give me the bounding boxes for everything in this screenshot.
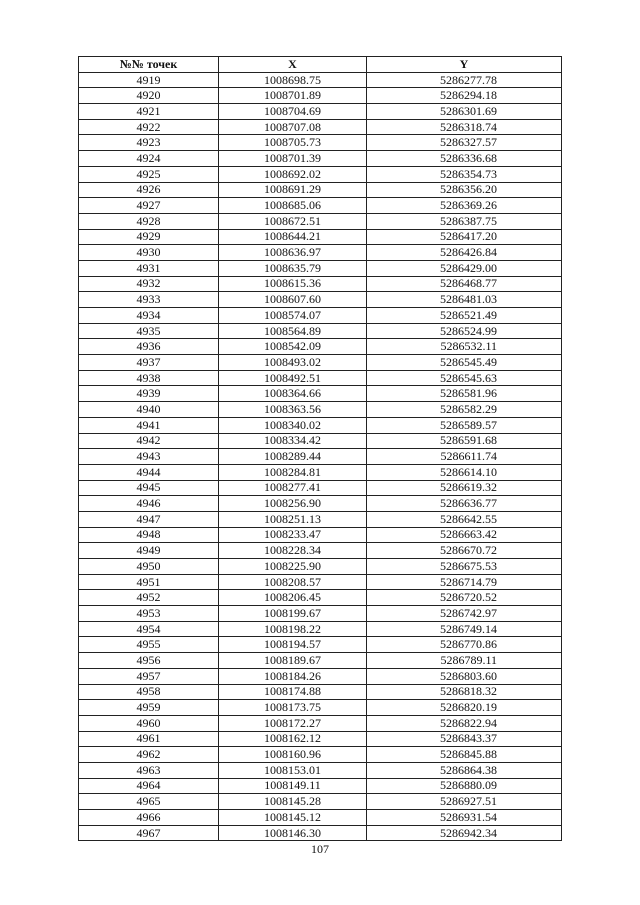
- table-row: [79, 778, 562, 794]
- cell-point-number: 4919: [79, 72, 219, 88]
- cell-x: 1008691.29: [219, 182, 367, 198]
- cell-y: 5286417.20: [367, 229, 562, 245]
- cell-x: 1008189.67: [219, 653, 367, 669]
- table-row: [79, 794, 562, 810]
- cell-x: 1008206.45: [219, 590, 367, 606]
- cell-y: 5286864.38: [367, 762, 562, 778]
- table-row: [79, 198, 562, 214]
- cell-point-number: 4931: [79, 260, 219, 276]
- cell-y: 5286770.86: [367, 637, 562, 653]
- cell-point-number: 4947: [79, 511, 219, 527]
- cell-y: 5286714.79: [367, 574, 562, 590]
- cell-x: 1008172.27: [219, 715, 367, 731]
- cell-point-number: 4953: [79, 606, 219, 622]
- cell-point-number: 4939: [79, 386, 219, 402]
- cell-x: 1008145.12: [219, 810, 367, 826]
- header-x: X: [219, 57, 367, 73]
- cell-point-number: 4930: [79, 245, 219, 261]
- cell-x: 1008701.39: [219, 151, 367, 167]
- cell-point-number: 4928: [79, 213, 219, 229]
- cell-y: 5286614.10: [367, 464, 562, 480]
- table-row: [79, 559, 562, 575]
- cell-x: 1008705.73: [219, 135, 367, 151]
- cell-y: 5286843.37: [367, 731, 562, 747]
- cell-y: 5286581.96: [367, 386, 562, 402]
- cell-y: 5286521.49: [367, 308, 562, 324]
- cell-point-number: 4959: [79, 700, 219, 716]
- cell-point-number: 4952: [79, 590, 219, 606]
- table-row: [79, 464, 562, 480]
- cell-y: 5286301.69: [367, 104, 562, 120]
- table-row: [79, 151, 562, 167]
- cell-x: 1008707.08: [219, 119, 367, 135]
- cell-point-number: 4943: [79, 449, 219, 465]
- table-row: [79, 119, 562, 135]
- cell-point-number: 4957: [79, 668, 219, 684]
- cell-y: 5286822.94: [367, 715, 562, 731]
- cell-point-number: 4948: [79, 527, 219, 543]
- cell-y: 5286354.73: [367, 166, 562, 182]
- cell-x: 1008704.69: [219, 104, 367, 120]
- cell-point-number: 4925: [79, 166, 219, 182]
- cell-y: 5286532.11: [367, 339, 562, 355]
- cell-y: 5286369.26: [367, 198, 562, 214]
- table-row: [79, 511, 562, 527]
- cell-point-number: 4951: [79, 574, 219, 590]
- cell-x: 1008160.96: [219, 747, 367, 763]
- cell-point-number: 4967: [79, 825, 219, 841]
- table-row: [79, 72, 562, 88]
- cell-x: 1008289.44: [219, 449, 367, 465]
- table-row: [79, 260, 562, 276]
- cell-y: 5286481.03: [367, 292, 562, 308]
- cell-x: 1008701.89: [219, 88, 367, 104]
- cell-x: 1008208.57: [219, 574, 367, 590]
- cell-point-number: 4956: [79, 653, 219, 669]
- cell-x: 1008363.56: [219, 402, 367, 418]
- cell-x: 1008225.90: [219, 559, 367, 575]
- table-row: [79, 88, 562, 104]
- cell-y: 5286336.68: [367, 151, 562, 167]
- cell-point-number: 4955: [79, 637, 219, 653]
- table-row: [79, 166, 562, 182]
- table-row: [79, 715, 562, 731]
- cell-y: 5286642.55: [367, 511, 562, 527]
- cell-point-number: 4923: [79, 135, 219, 151]
- table-row: [79, 496, 562, 512]
- cell-point-number: 4927: [79, 198, 219, 214]
- cell-x: 1008364.66: [219, 386, 367, 402]
- cell-x: 1008635.79: [219, 260, 367, 276]
- table-row: [79, 245, 562, 261]
- table-row: [79, 731, 562, 747]
- table-body: [79, 72, 562, 841]
- table-row: [79, 543, 562, 559]
- cell-x: 1008564.89: [219, 323, 367, 339]
- cell-point-number: 4926: [79, 182, 219, 198]
- cell-point-number: 4945: [79, 480, 219, 496]
- cell-point-number: 4936: [79, 339, 219, 355]
- cell-y: 5286942.34: [367, 825, 562, 841]
- cell-x: 1008574.07: [219, 308, 367, 324]
- cell-point-number: 4965: [79, 794, 219, 810]
- cell-point-number: 4933: [79, 292, 219, 308]
- cell-y: 5286845.88: [367, 747, 562, 763]
- table-row: [79, 449, 562, 465]
- cell-y: 5286426.84: [367, 245, 562, 261]
- cell-y: 5286742.97: [367, 606, 562, 622]
- cell-x: 1008340.02: [219, 417, 367, 433]
- table-row: [79, 668, 562, 684]
- cell-x: 1008672.51: [219, 213, 367, 229]
- table-row: [79, 370, 562, 386]
- cell-point-number: 4950: [79, 559, 219, 575]
- cell-y: 5286670.72: [367, 543, 562, 559]
- table-row: [79, 135, 562, 151]
- table-row: [79, 825, 562, 841]
- cell-y: 5286663.42: [367, 527, 562, 543]
- cell-x: 1008685.06: [219, 198, 367, 214]
- cell-point-number: 4934: [79, 308, 219, 324]
- cell-x: 1008173.75: [219, 700, 367, 716]
- cell-y: 5286294.18: [367, 88, 562, 104]
- cell-y: 5286327.57: [367, 135, 562, 151]
- cell-y: 5286927.51: [367, 794, 562, 810]
- cell-point-number: 4942: [79, 433, 219, 449]
- cell-y: 5286636.77: [367, 496, 562, 512]
- header-point-number: №№ точек: [79, 57, 219, 73]
- cell-x: 1008251.13: [219, 511, 367, 527]
- page-number: 107: [311, 842, 329, 856]
- table-row: [79, 606, 562, 622]
- cell-point-number: 4961: [79, 731, 219, 747]
- cell-x: 1008334.42: [219, 433, 367, 449]
- cell-point-number: 4924: [79, 151, 219, 167]
- cell-y: 5286789.11: [367, 653, 562, 669]
- table-row: [79, 323, 562, 339]
- cell-y: 5286524.99: [367, 323, 562, 339]
- cell-x: 1008636.97: [219, 245, 367, 261]
- cell-x: 1008233.47: [219, 527, 367, 543]
- cell-x: 1008198.22: [219, 621, 367, 637]
- cell-x: 1008493.02: [219, 355, 367, 371]
- cell-y: 5286818.32: [367, 684, 562, 700]
- cell-x: 1008228.34: [219, 543, 367, 559]
- cell-x: 1008698.75: [219, 72, 367, 88]
- cell-y: 5286318.74: [367, 119, 562, 135]
- cell-x: 1008194.57: [219, 637, 367, 653]
- cell-y: 5286429.00: [367, 260, 562, 276]
- cell-point-number: 4929: [79, 229, 219, 245]
- table-row: [79, 308, 562, 324]
- table-row: [79, 402, 562, 418]
- table-header-row: [79, 57, 562, 73]
- table-row: [79, 637, 562, 653]
- cell-x: 1008492.51: [219, 370, 367, 386]
- cell-y: 5286591.68: [367, 433, 562, 449]
- table-row: [79, 621, 562, 637]
- cell-point-number: 4954: [79, 621, 219, 637]
- table-row: [79, 684, 562, 700]
- table-row: [79, 292, 562, 308]
- cell-point-number: 4935: [79, 323, 219, 339]
- cell-point-number: 4922: [79, 119, 219, 135]
- cell-y: 5286611.74: [367, 449, 562, 465]
- cell-x: 1008145.28: [219, 794, 367, 810]
- cell-point-number: 4949: [79, 543, 219, 559]
- table-row: [79, 182, 562, 198]
- table-row: [79, 810, 562, 826]
- cell-y: 5286880.09: [367, 778, 562, 794]
- cell-y: 5286749.14: [367, 621, 562, 637]
- cell-y: 5286619.32: [367, 480, 562, 496]
- cell-y: 5286277.78: [367, 72, 562, 88]
- cell-y: 5286387.75: [367, 213, 562, 229]
- cell-x: 1008256.90: [219, 496, 367, 512]
- table-row: [79, 417, 562, 433]
- cell-x: 1008199.67: [219, 606, 367, 622]
- cell-x: 1008615.36: [219, 276, 367, 292]
- cell-x: 1008277.41: [219, 480, 367, 496]
- cell-x: 1008146.30: [219, 825, 367, 841]
- cell-point-number: 4958: [79, 684, 219, 700]
- cell-point-number: 4964: [79, 778, 219, 794]
- cell-point-number: 4962: [79, 747, 219, 763]
- cell-x: 1008692.02: [219, 166, 367, 182]
- table-row: [79, 480, 562, 496]
- coordinates-table: [78, 56, 562, 841]
- cell-x: 1008644.21: [219, 229, 367, 245]
- cell-point-number: 4940: [79, 402, 219, 418]
- cell-y: 5286720.52: [367, 590, 562, 606]
- cell-y: 5286356.20: [367, 182, 562, 198]
- cell-y: 5286820.19: [367, 700, 562, 716]
- cell-x: 1008607.60: [219, 292, 367, 308]
- cell-x: 1008162.12: [219, 731, 367, 747]
- cell-y: 5286468.77: [367, 276, 562, 292]
- table-row: [79, 433, 562, 449]
- table-row: [79, 386, 562, 402]
- cell-point-number: 4944: [79, 464, 219, 480]
- table-row: [79, 339, 562, 355]
- cell-point-number: 4932: [79, 276, 219, 292]
- cell-x: 1008184.26: [219, 668, 367, 684]
- cell-x: 1008153.01: [219, 762, 367, 778]
- cell-point-number: 4963: [79, 762, 219, 778]
- cell-point-number: 4946: [79, 496, 219, 512]
- table-row: [79, 700, 562, 716]
- table-row: [79, 590, 562, 606]
- cell-point-number: 4941: [79, 417, 219, 433]
- cell-y: 5286582.29: [367, 402, 562, 418]
- table-row: [79, 355, 562, 371]
- cell-y: 5286545.49: [367, 355, 562, 371]
- cell-point-number: 4960: [79, 715, 219, 731]
- header-y: Y: [367, 57, 562, 73]
- table-row: [79, 762, 562, 778]
- cell-x: 1008284.81: [219, 464, 367, 480]
- cell-y: 5286675.53: [367, 559, 562, 575]
- table-row: [79, 747, 562, 763]
- cell-x: 1008542.09: [219, 339, 367, 355]
- cell-x: 1008174.88: [219, 684, 367, 700]
- table-row: [79, 229, 562, 245]
- table-row: [79, 213, 562, 229]
- table-row: [79, 104, 562, 120]
- cell-point-number: 4966: [79, 810, 219, 826]
- cell-point-number: 4938: [79, 370, 219, 386]
- cell-y: 5286545.63: [367, 370, 562, 386]
- cell-point-number: 4920: [79, 88, 219, 104]
- cell-point-number: 4921: [79, 104, 219, 120]
- cell-point-number: 4937: [79, 355, 219, 371]
- table-row: [79, 574, 562, 590]
- table-row: [79, 276, 562, 292]
- cell-x: 1008149.11: [219, 778, 367, 794]
- table-row: [79, 653, 562, 669]
- table-row: [79, 527, 562, 543]
- cell-y: 5286803.60: [367, 668, 562, 684]
- cell-y: 5286931.54: [367, 810, 562, 826]
- cell-y: 5286589.57: [367, 417, 562, 433]
